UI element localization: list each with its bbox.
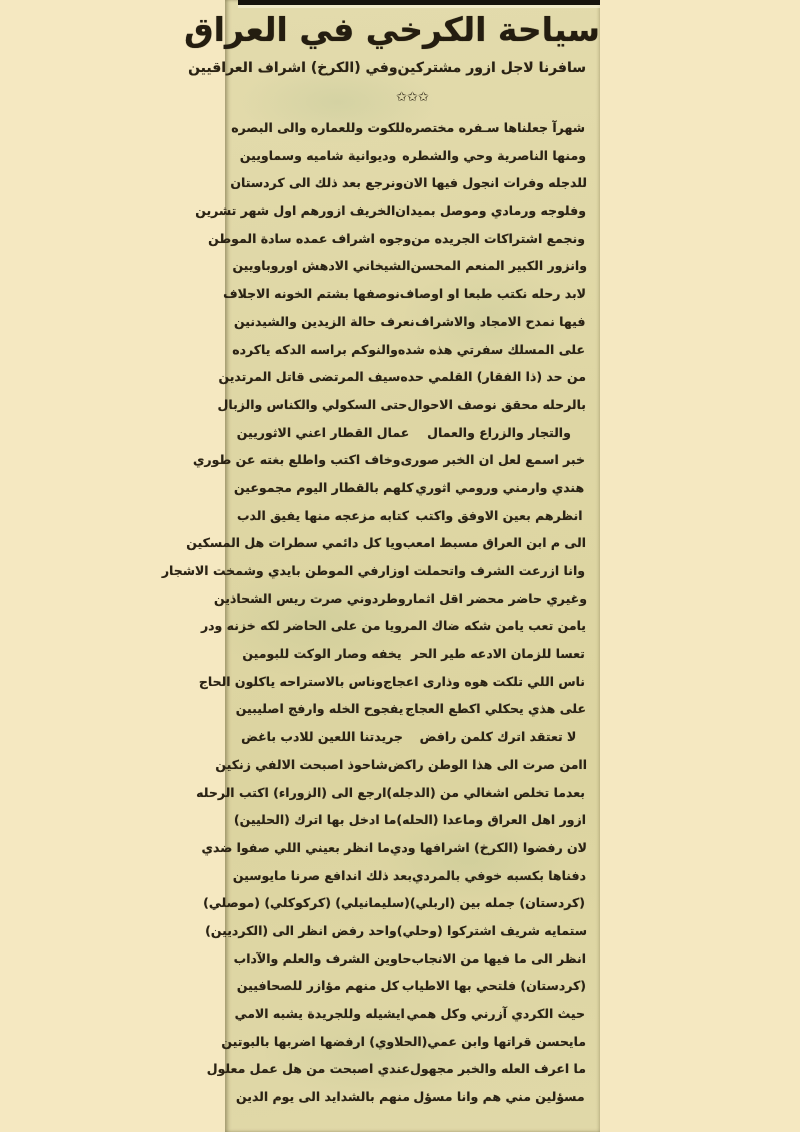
hemistich-right: اامن صرت الى هذا الوطن راكض: [387, 756, 587, 772]
verse-row: [234, 142, 586, 170]
hemistich-right: (كردستان) جمله بين (اربلي): [409, 895, 585, 911]
hemistich-left: ويا من على الحاضر لكه خزنه ودر: [200, 618, 402, 634]
verse-row: [208, 225, 585, 253]
hemistich-left: عمال القطار اعني الاثوريين: [236, 424, 410, 440]
verse-row: [200, 612, 586, 640]
verse-row: [214, 585, 587, 613]
verse-row: [234, 945, 586, 973]
hemistich-left: وطردوني صرت ريس الشحاذين: [214, 590, 406, 606]
hemistich-left: عندي اصبحت من هل عمل معلول: [206, 1061, 410, 1077]
hemistich-left: وديوانية شاميه وسماويين: [239, 147, 397, 163]
hemistich-left: الخريف ازورهم اول شهر تشرين: [195, 203, 396, 219]
hemistich-right: وفلوجه ورمادي وموصل بميدان: [395, 203, 586, 219]
opening-hemistich-left: وفي (الكرخ) اشراف العراقيين: [188, 60, 398, 76]
opening-couplet: [188, 60, 586, 76]
verse-row: [221, 1028, 586, 1056]
hemistich-right: وانا ازرعت الشرف واتحملت اوزار: [378, 563, 585, 578]
hemistich-right: ازور اهل العراق وماعدا (الحله): [396, 812, 586, 828]
hemistich-right: مايحسن قراتها وابن عمي: [427, 1033, 586, 1049]
hemistich-right: للدجله وفرات انجول فيها الان: [403, 175, 587, 191]
hemistich-right: من حد (ذا الفقار) القلمي حده: [400, 369, 586, 385]
hemistich-right: ما اعرف العله والخبر مجهول: [410, 1061, 586, 1077]
verse-row: [206, 1055, 586, 1083]
hemistich-right: الى م ابن العراق مسبط امعب: [402, 535, 586, 551]
hemistich-right: بعدما تخلص اشغالي من (الدجله): [386, 784, 585, 800]
hemistich-left: وجوه اشراف عمده سادة الموطن: [208, 230, 412, 246]
hemistich-left: حاوين الشرف والعلم والآداب: [233, 950, 412, 966]
verse-row: [235, 419, 587, 447]
hemistich-left: ويا كل دائمي سطرات هل المسكين: [186, 535, 403, 551]
hemistich-left: وناس بالاستراحه ياكلون الحاج: [198, 673, 384, 689]
verse-row: [234, 640, 586, 668]
verse-row: [161, 557, 585, 585]
hemistich-right: ستمايه شريف اشتركوا (وحلي): [396, 922, 587, 938]
hemistich-left: منهم بالشدايد الى يوم الدين: [236, 1089, 410, 1105]
verse-row: [233, 1000, 585, 1028]
hemistich-left: (سليمانيلي) (كركوكلي) (موصلي): [203, 895, 410, 911]
hemistich-right: وانزور الكبير المنعم المحسن: [410, 258, 587, 274]
verse-row: [235, 1083, 587, 1111]
top-rule-gap: [238, 5, 600, 8]
hemistich-left: ما ادخل بها اترك (الحليين): [233, 812, 397, 828]
hemistich-right: على هذي يحكلي اكطع العجاج: [405, 701, 586, 717]
verse-row: [233, 336, 585, 364]
hemistich-right: فيها نمدح الامجاد والاشراف: [415, 313, 586, 329]
hemistich-right: هندي وارمني ورومي اثوري: [415, 479, 585, 495]
verse-row: [234, 862, 586, 890]
verse-row: [223, 280, 586, 308]
verse-row: [234, 723, 586, 751]
hemistich-left: واحد رفض انظر الى (الكرديين): [205, 922, 397, 938]
hemistich-right: لان رفضوا (الكرخ) اشرافها ودي: [389, 839, 587, 855]
verses: [161, 114, 587, 1111]
hemistich-left: ارجع الى (الزوراء) اكتب الرحله: [196, 784, 387, 800]
verse-row: [235, 502, 587, 530]
hemistich-left: ايشيله وللجريدة يشبه الامي: [234, 1006, 405, 1021]
hemistich-left: ونرجع بعد ذلك الى كردستان: [230, 175, 404, 191]
hemistich-right: حيث الكردي آزرني وكل همي: [406, 1006, 585, 1021]
hemistich-right: انظر الى ما فيها من الانجاب: [411, 950, 586, 966]
hemistich-left: يفجوح الخله وارفج اصليبين: [235, 701, 404, 717]
hemistich-left: بعد ذلك اندافع صرنا مايوسين: [232, 867, 413, 883]
verse-row: [192, 446, 585, 474]
opening-hemistich-right: سافرنا لاجل ازور مشتركين: [397, 60, 586, 76]
hemistich-right: لابد رحله نكتب طبعا او اوصاف: [399, 286, 586, 302]
verse-row: [217, 391, 586, 419]
hemistich-left: سيف المرتضى قاتل المرتدين: [218, 369, 401, 385]
page-title: سياحة الكرخي في العراق: [184, 10, 600, 49]
verse-row: [230, 169, 587, 197]
hemistich-left: يخفه وصار الوكت للبومين: [242, 646, 402, 662]
hemistich-left: نعرف حالة الزيدين والشيدنين: [234, 313, 415, 329]
hemistich-right: بالرحله محقق نوصف الاحوال: [407, 396, 586, 412]
verse-row: [234, 474, 586, 502]
hemistich-right: لا تعتقد اترك كلمن رافض: [419, 729, 577, 745]
verse-row: [198, 668, 585, 696]
hemistich-right: شهرآ جعلناها سـفره مختصره: [404, 120, 585, 135]
hemistich-right: (كردستان) فلتحي بها الاطياب: [401, 978, 586, 994]
hemistich-left: كلهم بالقطار اليوم مجموعين: [234, 479, 414, 495]
verse-row: [203, 889, 585, 917]
verse-row: [234, 695, 586, 723]
hemistich-right: ناس اللي تلكت هوه وذارى اعجاج: [383, 673, 585, 689]
verse-row: [234, 972, 586, 1000]
verse-row: [234, 806, 586, 834]
hemistich-right: على المسلك سفرتي هذه شده: [397, 341, 585, 357]
verse-row: [205, 917, 587, 945]
verse-row: [234, 308, 586, 336]
hemistich-right: خبر اسمع لعل ان الخبر صورى: [400, 452, 585, 468]
hemistich-right: والتجار والزراع والعمال: [427, 424, 571, 440]
hemistich-left: (الحلاوي) ارفضها اضربها بالبوتين: [221, 1033, 428, 1049]
hemistich-left: جريدتنا اللعين للادب باغض: [241, 729, 403, 745]
hemistich-left: كتابه مزعجه منها يفيق الدب: [237, 507, 409, 523]
hemistich-left: حتى السكولي والكناس والزبال: [217, 396, 408, 412]
verse-row: [195, 197, 586, 225]
hemistich-left: نوصفها بشتم الخونه الاجلاف: [223, 286, 400, 302]
hemistich-left: للكوت وللعماره والى البصره: [231, 120, 405, 135]
hemistich-left: والنوكم براسه الدكه ياكرده: [232, 341, 398, 357]
hemistich-left: وخاف اكتب واطلع بغته عن طوري: [192, 452, 401, 468]
hemistich-left: شاحوذ اصبحت الالفي زنكين: [215, 756, 388, 772]
hemistich-left: الشيخاني الادهش اوروباويين: [232, 258, 411, 274]
verse-row: [218, 363, 586, 391]
hemistich-left: كل منهم مؤازر للصحافيين: [236, 978, 399, 994]
verse-row: [186, 529, 586, 557]
verse-row: [201, 834, 587, 862]
hemistich-right: ونجمع اشتراكات الجريده من: [411, 230, 585, 246]
hemistich-right: مسؤلين مني هم وانا مسؤل: [413, 1089, 585, 1105]
hemistich-left: في الموطن بايدي وشمخت الاشجار: [161, 563, 379, 578]
hemistich-right: ومنها الناصرية وحي والشطره: [402, 147, 586, 163]
hemistich-left: ما انظر بعيني اللي صفوا ضدي: [201, 839, 390, 855]
hemistich-right: تعسا للزمان الادعه طير الحر: [411, 646, 585, 662]
verse-row: [215, 751, 587, 779]
hemistich-right: انظرهم بعين الاوفق واكتب: [415, 507, 583, 523]
hemistich-right: وغيري حاضر محضر اقل اثمار: [405, 590, 587, 606]
verse-row: [196, 779, 585, 807]
star-divider: ✩✩✩: [396, 90, 429, 105]
hemistich-right: دفناها بكسبه خوفي بالمردي: [412, 867, 586, 883]
verse-row: [232, 252, 587, 280]
newspaper-clipping-scan: [161, 0, 600, 1132]
verse-row: [233, 114, 585, 142]
hemistich-right: يامن تعب يامن شكه ضاك المر: [402, 618, 586, 634]
